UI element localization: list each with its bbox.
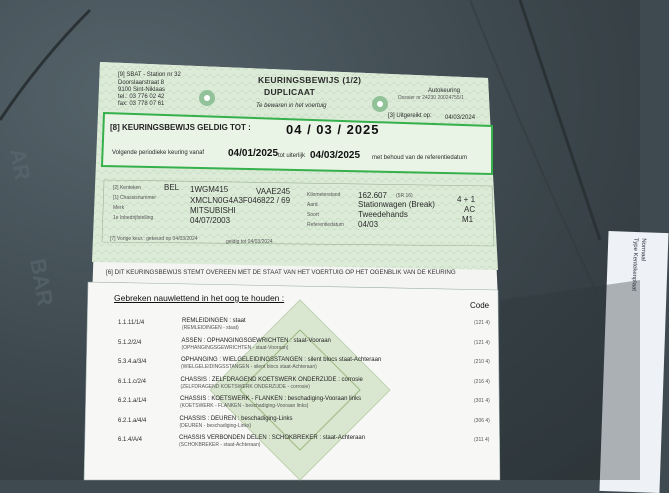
issued-label: [3] Uitgereikt op: — [388, 113, 432, 119]
defect-code: (210 4) — [474, 359, 490, 365]
defect-number: 5.3.4.a/3/4 — [118, 359, 147, 365]
plate-country: BEL — [164, 183, 180, 192]
next-inspection-until: 04/03/2025 — [310, 150, 361, 161]
defect-title: REMLEIDINGEN : staat — [182, 318, 246, 324]
previous-inspection: [7] Vorige keur.: gekeurd op 04/03/2024 — [110, 236, 198, 242]
defect-subtitle: (WIELGELEIDINGSSTANGEN - silent blocs staat-Achteraan) — [181, 364, 317, 370]
document-title: KEURINGSBEWIJS (1/2) — [258, 75, 362, 85]
defect-code: (216 4) — [474, 378, 490, 385]
km-unit: (5R 16) — [396, 193, 413, 199]
previous-valid: geldig tot 04/03/2024 — [226, 239, 273, 245]
aard-label: Aard — [307, 202, 318, 208]
station-fax: fax: 03 778 07 61 — [118, 101, 165, 107]
svg-text:BAR: BAR — [25, 256, 58, 308]
defect-code: (306 4) — [474, 417, 490, 424]
soort-label: Soort — [307, 212, 319, 218]
defect-title: OPHANGING : WIELGELEIDINGSSTANGEN : silent blocs staat-Achteraan — [181, 357, 382, 363]
defect-number: 6.2.1.a/4/4 — [118, 417, 147, 424]
station-line1: [9] SBAT - Station nr 32 — [118, 72, 181, 78]
dossier-number: Dossier nr 24230 20024755/1 — [398, 95, 464, 101]
plate-label: [2] Kenteken — [113, 185, 142, 191]
side-card-line2: Type Kentekenplaat — [630, 237, 639, 292]
defects-heading: Gebreken nauwlettend in het oog te houden : — [114, 293, 285, 303]
defect-subtitle: (SCHOKBREKER - staat-Achteraan) — [179, 442, 261, 448]
defect-subtitle: (ZELFDRAGEND KOETSWERK ONDERZIJDE - corrosie) — [180, 383, 310, 390]
defect-subtitle: (OPHANGINGSGEWRICHTEN - staat-Vooraan) — [181, 344, 289, 351]
seats-value: 4 + 1 — [457, 195, 476, 204]
document-subtitle: DUPLICAAT — [264, 87, 316, 97]
vin-value: XMCLN0G4A3F046822 / 69 — [190, 196, 291, 205]
defect-title: CHASSIS : ZELFDRAGEND KOETSWERK ONDERZIJDE : corrosie — [180, 376, 363, 383]
inspection-type: Autokeuring — [428, 88, 461, 94]
defect-code: (311 4) — [474, 437, 490, 443]
next-inspection-from: 04/01/2025 — [228, 148, 279, 159]
station-tel: tel.: 03 776 02 42 — [118, 94, 165, 100]
first-reg-label: 1e Inbedrijfstelling — [113, 215, 154, 221]
ref-value: 04/03 — [358, 220, 379, 229]
defect-number: 6.1.1.c/2/4 — [118, 378, 147, 385]
ac-value: AC — [464, 205, 476, 214]
defect-subtitle: (DEUREN - beschadiging-Links) — [179, 422, 252, 429]
issued-date: 04/03/2024 — [445, 115, 476, 121]
soort-value: Tweedehands — [358, 210, 408, 219]
valid-until-label: [8] KEURINGSBEWIJS GELDIG TOT : — [110, 123, 251, 132]
km-label: Kilometerstand — [307, 192, 341, 198]
make-label: Merk — [113, 205, 125, 211]
defect-code: (121 4) — [474, 339, 490, 346]
defect-number: 5.1.2/2/4 — [118, 339, 142, 346]
defect-number: 6.2.1.a/1/4 — [118, 398, 147, 404]
vin-label: [1] Chassisnummer — [113, 195, 157, 201]
aard-value: Stationwagen (Break) — [358, 200, 435, 209]
category-value: M1 — [462, 215, 474, 224]
station-line3: 9100 Sint-Niklaas — [118, 87, 166, 93]
defect-title: ASSEN : OPHANGINGSGEWRICHTEN : staat-Vooraan — [181, 337, 331, 344]
side-card-line1: Normaal — [639, 238, 647, 262]
station-line2: Doorslaarstraat 8 — [118, 80, 165, 86]
km-value: 162.607 — [358, 191, 387, 200]
plate-number: 1WGM415 — [190, 185, 229, 194]
defect-code: (301 4) — [474, 398, 490, 404]
defect-number: 6.1.4/A/4 — [118, 437, 143, 443]
ref-label: Referentiedatum — [307, 222, 344, 228]
vehicle-code: VAAE245 — [256, 187, 291, 196]
code-heading: Code — [470, 301, 490, 310]
defect-subtitle: (KOETSWERK - FLANKEN - beschadiging-Vooraan links) — [180, 403, 309, 409]
valid-until-date: 04 / 03 / 2025 — [286, 122, 380, 137]
svg-text:AR: AR — [5, 146, 36, 183]
next-inspection-label: Volgende periodieke keuring vanaf — [112, 150, 205, 156]
defect-title: CHASSIS : KOETSWERK - FLANKEN : beschadiging-Vooraan links — [180, 396, 362, 402]
until-label: tot uiterlijk — [278, 153, 306, 159]
defect-code: (121 4) — [474, 320, 490, 326]
defect-subtitle: (REMLEIDINGEN - staat) — [182, 325, 239, 331]
conformity-statement: [6] DIT KEURINGSBEWIJS STEMT OVEREEN MET DE STAAT VAN HET VOERTUIG OP HET OGENBLIK VAN DE KEURING — [106, 269, 456, 276]
defect-number: 1.1.11/1/4 — [118, 320, 145, 326]
reference-note: met behoud van de referentiedatum — [372, 155, 468, 161]
defect-title: CHASSIS VERBONDEN DELEN : SCHOKBREKER : staat-Achteraan — [179, 435, 366, 441]
keep-note: Te bewaren in het voertuig — [256, 103, 327, 109]
first-reg-value: 04/07/2003 — [190, 216, 231, 225]
make-value: MITSUBISHI — [190, 206, 236, 215]
defect-title: CHASSIS : DEUREN : beschadiging-Links — [179, 415, 293, 422]
